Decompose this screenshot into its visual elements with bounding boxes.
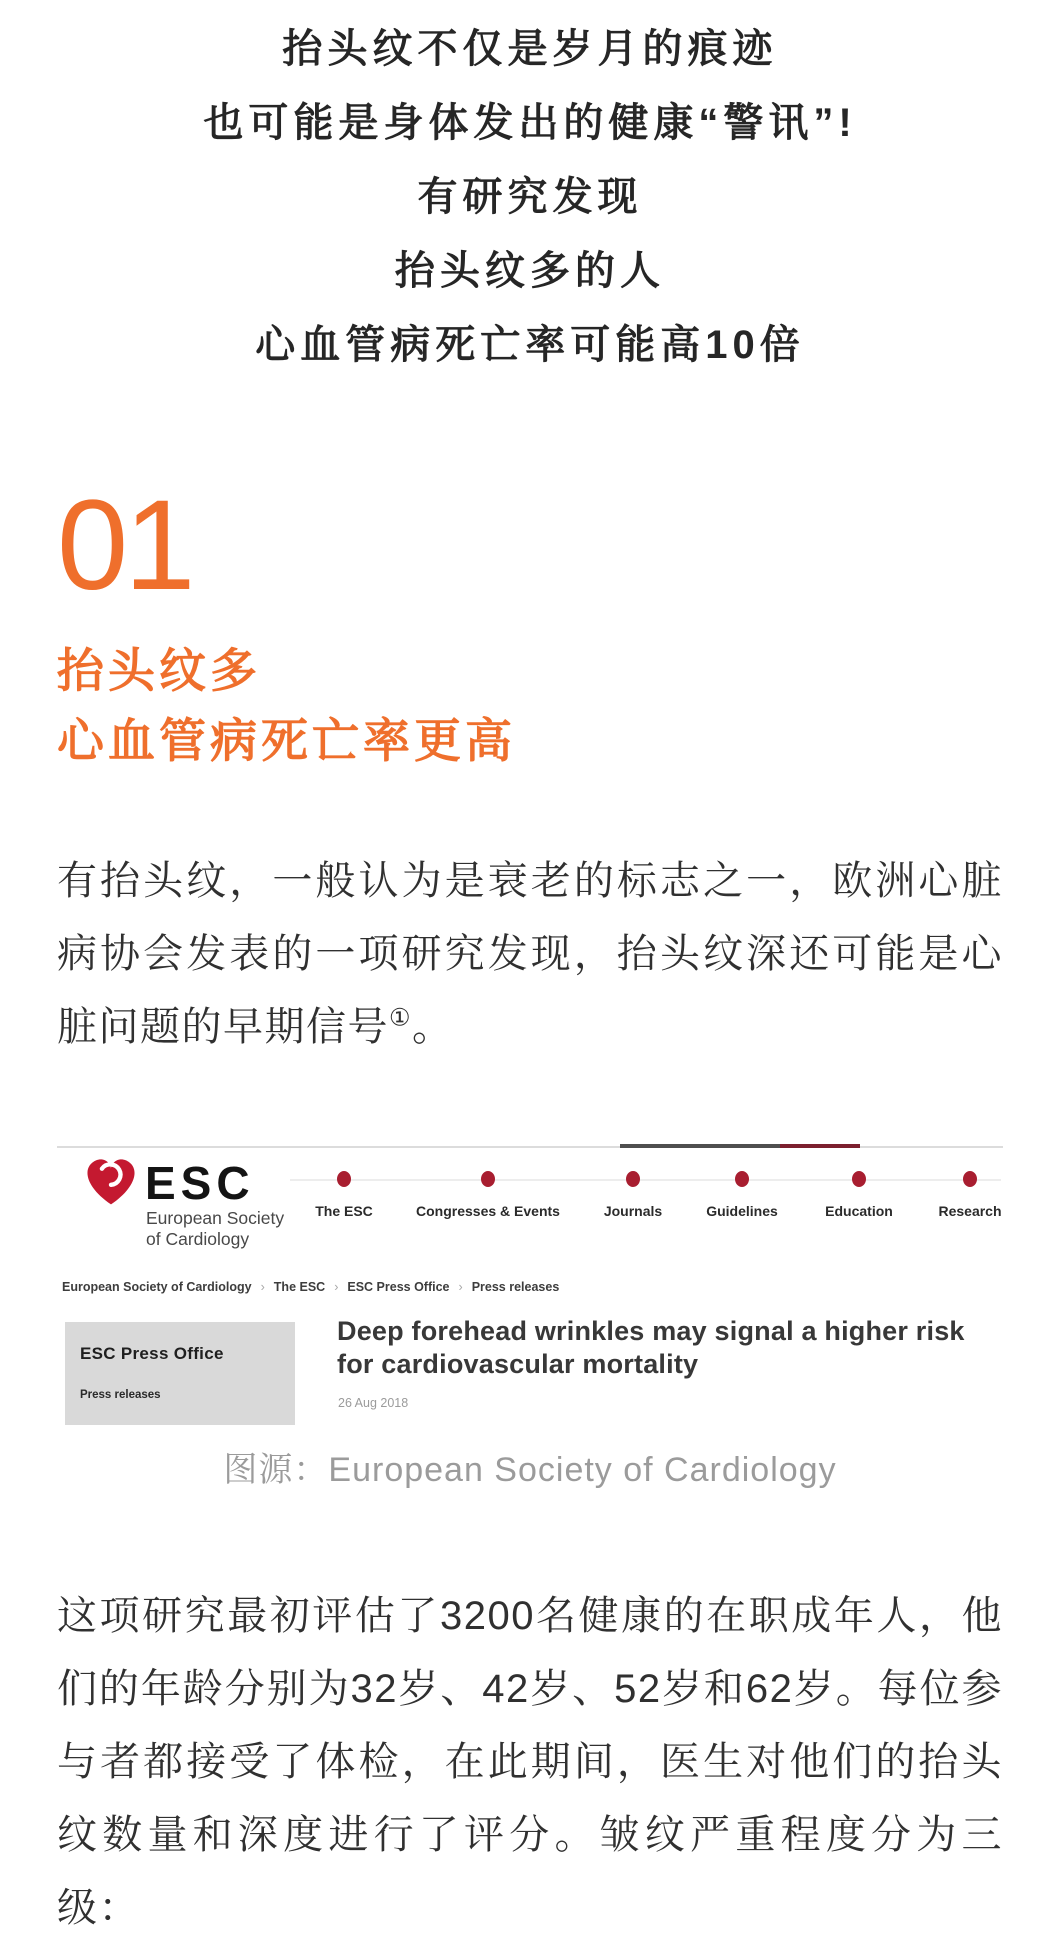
press-office-title: ESC Press Office	[80, 1344, 224, 1363]
section-title-line: 心血管病死亡率更高	[57, 714, 516, 767]
nav-dot-icon	[626, 1171, 640, 1187]
section-title-line: 抬头纹多	[57, 644, 261, 697]
nav-dot-icon	[852, 1171, 866, 1187]
section-title	[57, 636, 516, 776]
breadcrumb-item: European Society of Cardiology	[62, 1280, 252, 1294]
caption-source: European Society of Cardiology	[328, 1451, 837, 1489]
heart-icon	[83, 1154, 139, 1210]
section-number: 01	[57, 474, 192, 617]
nav-dot-icon	[735, 1171, 749, 1187]
body-paragraph	[57, 845, 1003, 1064]
screenshot-scroll-segment-red	[780, 1144, 860, 1148]
nav-item-journals: Journals	[603, 1203, 663, 1219]
breadcrumb-separator-icon: ›	[260, 1280, 265, 1294]
intro-line: 有研究发现	[417, 175, 643, 219]
esc-website-screenshot	[57, 1112, 1003, 1445]
paragraph-text: 。	[412, 1005, 454, 1049]
screenshot-top-border	[57, 1146, 1003, 1148]
breadcrumb-item: The ESC	[273, 1280, 326, 1294]
esc-logo-subtitle-line: European Society	[146, 1208, 285, 1228]
nav-dot-icon	[963, 1171, 977, 1187]
nav-connector-line	[290, 1179, 1001, 1181]
caption-prefix: 图源：	[223, 1451, 329, 1489]
breadcrumb-separator-icon: ›	[334, 1280, 339, 1294]
intro-line: 也可能是身体发出的健康“警讯”!	[203, 101, 857, 145]
breadcrumb-separator-icon: ›	[458, 1280, 463, 1294]
intro-line: 心血管病死亡率可能高10倍	[255, 323, 805, 367]
intro-headline	[0, 12, 1060, 382]
article-headline: Deep forehead wrinkles may signal a higher risk for cardiovascular mortality	[337, 1316, 965, 1379]
screenshot-scroll-segment	[620, 1144, 780, 1148]
paragraph-text: 有抬头纹，一般认为是衰老的标志之一，欧洲心脏病协会发表的一项研究发现，抬头纹深还可能是心脏问题的早期信号	[57, 859, 1003, 1049]
breadcrumb	[62, 1280, 559, 1294]
breadcrumb-item: Press releases	[471, 1280, 560, 1294]
body-paragraph: 这项研究最初评估了3200名健康的在职成年人，他们的年龄分别为32岁、42岁、52岁和62岁。每位参与者都接受了体检，在此期间，医生对他们的抬头纹数量和深度进行了评分。皱纹严重程度分为三级：	[57, 1594, 1003, 1930]
article-date: 26 Aug 2018	[338, 1396, 409, 1410]
nav-item-the-esc: The ESC	[315, 1203, 373, 1219]
intro-line: 抬头纹多的人	[395, 249, 665, 293]
esc-logo-text: ESC	[145, 1157, 255, 1209]
nav-dot-icon	[481, 1171, 495, 1187]
nav-dot-icon	[337, 1171, 351, 1187]
intro-line: 抬头纹不仅是岁月的痕迹	[282, 27, 778, 71]
nav-item-congresses-events: Congresses & Events	[416, 1203, 560, 1219]
nav-item-research: Research	[938, 1203, 1002, 1219]
nav-item-guidelines: Guidelines	[706, 1203, 778, 1219]
breadcrumb-item: ESC Press Office	[347, 1280, 450, 1294]
esc-logo-subtitle	[146, 1208, 284, 1250]
nav-item-education: Education	[825, 1203, 893, 1219]
esc-logo-subtitle-line: of Cardiology	[146, 1229, 250, 1249]
reference-mark: ①	[389, 1004, 413, 1032]
press-office-box	[65, 1322, 295, 1425]
press-office-subtitle: Press releases	[80, 1389, 161, 1401]
image-caption	[0, 1448, 1060, 1492]
